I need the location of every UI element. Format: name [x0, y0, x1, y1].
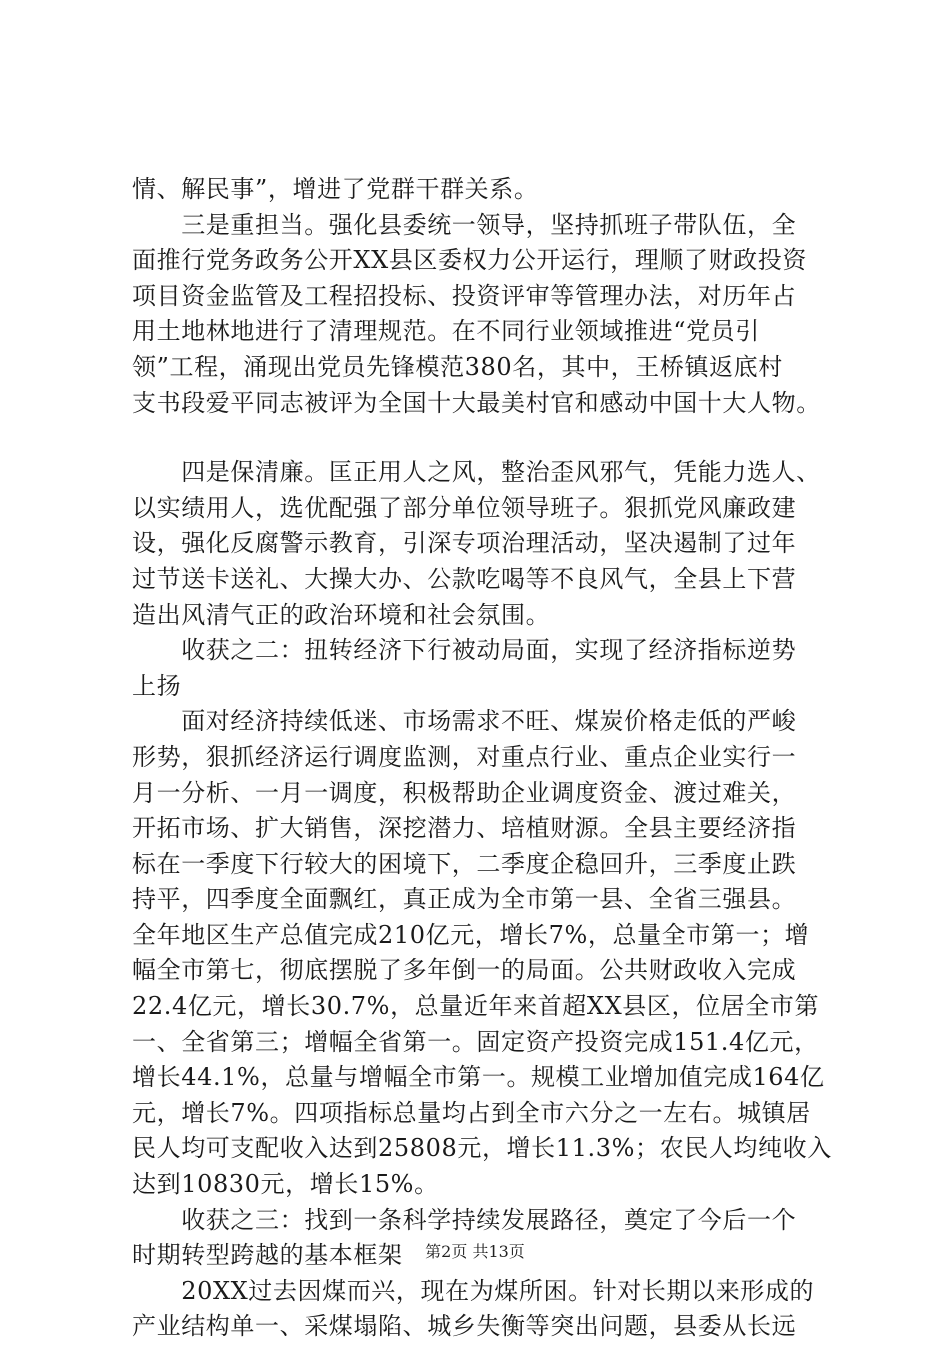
text-line: 一、全省第三；增幅全省第一。固定资产投资完成151.4亿元， [132, 1027, 819, 1056]
text-line: 项目资金监管及工程招投标、投资评审等管理办法，对历年占 [132, 281, 797, 310]
text-line: 四是保清廉。匡正用人之风，整治歪风邪气，凭能力选人、 [132, 458, 821, 487]
document-body [132, 172, 832, 1345]
text-line: 支书段爱平同志被评为全国十大最美村官和感动中国十大人物。 [132, 388, 821, 417]
text-line: 情、解民事”，增进了党群干群关系。 [132, 175, 539, 203]
text-line: 领”工程，涌现出党员先锋模范380名，其中，王桥镇返底村 [132, 352, 783, 381]
text-line: 标在一季度下行较大的困境下，二季度企稳回升，三季度止跌 [132, 849, 797, 878]
text-line: 民人均可支配收入达到25808元，增长11.3%；农民人均纯收入 [132, 1134, 832, 1163]
text-line: 20XX过去因煤而兴，现在为煤所困。针对长期以来形成的 [132, 1276, 815, 1305]
section-heading-line: 上扬 [132, 671, 182, 700]
section-heading-line: 收获之二：扭转经济下行被动局面，实现了经济指标逆势 [132, 636, 797, 665]
text-line: 三是重担当。强化县委统一领导，坚持抓班子带队伍，全 [132, 210, 797, 239]
text-line: 形势，狠抓经济运行调度监测，对重点行业、重点企业实行一 [132, 742, 797, 771]
text-line: 产业结构单一、采煤塌陷、城乡失衡等突出问题，县委从长远 [132, 1312, 797, 1341]
text-line: 用土地林地进行了清理规范。在不同行业领域推进“党员引 [132, 317, 760, 346]
text-line: 月一分析、一月一调度，积极帮助企业调度资金、渡过难关， [132, 778, 797, 807]
text-line: 持平，四季度全面飘红，真正成为全市第一县、全省三强县。 [132, 885, 797, 914]
text-line: 设，强化反腐警示教育，引深专项治理活动，坚决遏制了过年 [132, 529, 797, 558]
text-line: 开拓市场、扩大销售，深挖潜力、培植财源。全县主要经济指 [132, 814, 797, 843]
text-line: 造出风清气正的政治环境和社会氛围。 [132, 600, 551, 629]
section-heading-line: 时期转型跨越的基本框架 [132, 1241, 403, 1270]
text-line: 以实绩用人，选优配强了部分单位领导班子。狠抓党风廉政建 [132, 493, 797, 522]
text-line: 面对经济持续低迷、市场需求不旺、煤炭价格走低的严峻 [132, 707, 797, 736]
text-line: 22.4亿元，增长30.7%，总量近年来首超XX县区，位居全市第 [132, 992, 820, 1021]
text-line: 元，增长7%。四项指标总量均占到全市六分之一左右。城镇居 [132, 1098, 811, 1127]
text-line: 幅全市第七，彻底摆脱了多年倒一的局面。公共财政收入完成 [132, 956, 797, 985]
text-line: 全年地区生产总值完成210亿元，增长7%，总量全市第一；增 [132, 920, 810, 949]
page-number-footer: 第2页 共13页 [425, 1242, 525, 1261]
text-line: 过节送卡送礼、大操大办、公款吃喝等不良风气，全县上下营 [132, 564, 797, 593]
text-line: 增长44.1%，总量与增幅全市第一。规模工业增加值完成164亿 [132, 1063, 825, 1092]
text-line: 达到10830元，增长15%。 [132, 1170, 439, 1199]
text-line: 面推行党务政务公开XX县区委权力公开运行，理顺了财政投资 [132, 246, 807, 275]
paragraph-gap [132, 421, 832, 455]
section-heading-line: 收获之三：找到一条科学持续发展路径，奠定了今后一个 [132, 1205, 797, 1234]
